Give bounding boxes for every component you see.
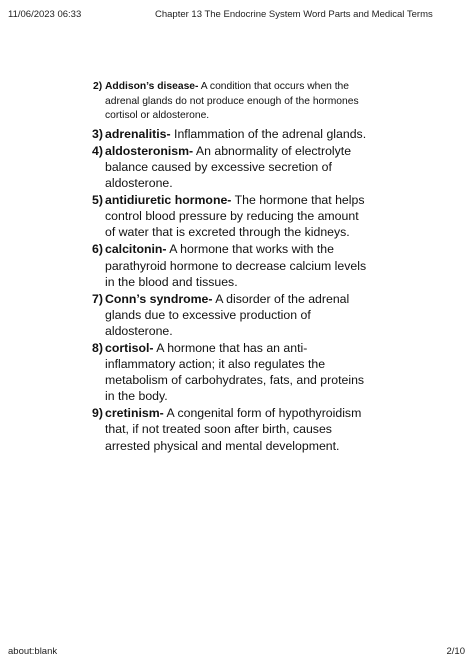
term-number: 3) <box>92 126 103 141</box>
term-word: cortisol- <box>105 341 154 355</box>
term-definition: A hormone that has an anti-inflammatory action; it also regulates the metabolism of carbohydrates, fats, and proteins in the body. <box>105 341 365 404</box>
term-item <box>92 291 372 339</box>
term-word: Addison’s disease- <box>105 81 199 92</box>
term-number: 2) <box>93 81 103 92</box>
term-word: antidiuretic hormone- <box>105 193 232 208</box>
page-number: 2/10 <box>446 646 465 657</box>
print-header <box>0 9 474 23</box>
term-number: 6) <box>92 242 103 257</box>
term-number: 9) <box>92 406 103 421</box>
term-definition: A congenital form of hypothyroidism that, if not treated soon after birth, causes arrested physical and mental development. <box>105 406 362 453</box>
term-definition: A condition that occurs when the adrenal glands do not produce enough of the hormones cortisol or aldosterone. <box>105 81 359 122</box>
term-item <box>92 340 372 404</box>
term-definition: The hormone that helps control blood pressure by reducing the amount of water that is excreted through the kidneys. <box>105 193 365 240</box>
term-item <box>92 126 372 142</box>
term-number: 8) <box>92 341 103 355</box>
term-word: adrenalitis- <box>105 126 171 141</box>
page-url: about:blank <box>8 646 58 657</box>
term-number: 4) <box>92 143 103 158</box>
term-list <box>92 80 372 455</box>
term-word: cretinism- <box>105 406 164 421</box>
term-definition: A hormone that works with the parathyroid hormone to decrease calcium levels in the blood and tissues. <box>105 242 367 289</box>
term-item <box>92 405 372 453</box>
print-footer <box>0 646 474 660</box>
term-item <box>92 241 372 289</box>
term-item <box>92 143 372 191</box>
term-number: 5) <box>92 193 103 208</box>
term-word: aldosteronism- <box>105 143 194 158</box>
document-title: Chapter 13 The Endocrine System Word Parts and Medical Terms <box>155 9 433 20</box>
term-number: 7) <box>92 291 103 306</box>
term-definition: Inflammation of the adrenal glands. <box>170 126 367 141</box>
term-definition: A disorder of the adrenal glands due to excessive production of aldosterone. <box>105 291 350 338</box>
term-item <box>92 80 372 124</box>
term-word: Conn’s syndrome- <box>105 291 213 306</box>
term-word: calcitonin- <box>105 242 167 257</box>
term-item <box>92 192 372 240</box>
print-date: 11/06/2023 06:33 <box>8 9 82 20</box>
term-definition: An abnormality of electrolyte balance caused by excessive secretion of aldosterone. <box>105 143 352 191</box>
